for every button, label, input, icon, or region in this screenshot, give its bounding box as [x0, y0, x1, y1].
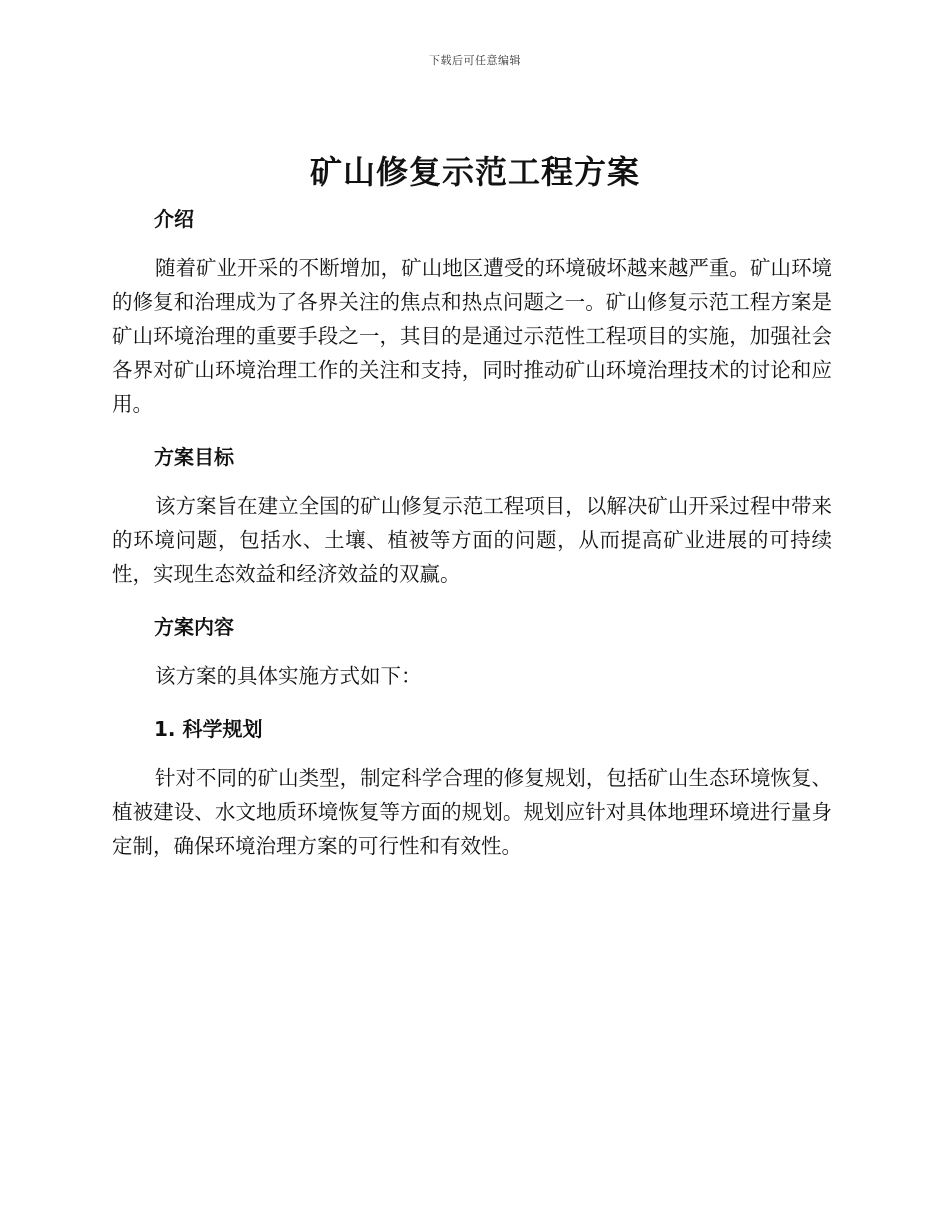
- page-header-note: 下载后可任意编辑: [429, 54, 521, 67]
- section-heading: 1. 科学规划: [154, 717, 263, 741]
- document-title: 矿山修复示范工程方案: [309, 153, 640, 191]
- section-paragraph: 针对不同的矿山类型，制定科学合理的修复规划，包括矿山生态环境恢复、植被建设、水文地质环境恢复等方面的规划。规划应针对具体地理环境进行量身定制，确保环境治理方案的可行性和有效性。: [112, 766, 832, 858]
- section-paragraph: 该方案的具体实施方式如下：: [155, 664, 422, 688]
- section-heading: 方案内容: [154, 615, 234, 639]
- section-introduction: [112, 199, 832, 421]
- section-paragraph: 该方案旨在建立全国的矿山修复示范工程项目，以解决矿山开采过程中带来的环境问题，包括水、土壤、植被等方面的问题，从而提高矿业进展的可持续性，实现生态效益和经济效益的双赢。: [112, 494, 832, 586]
- section-scientific-planning: [112, 709, 832, 863]
- section-goals: [112, 437, 832, 591]
- section-heading: 方案目标: [154, 445, 234, 469]
- document-body: [112, 199, 832, 863]
- section-heading: 介绍: [154, 207, 194, 231]
- section-content: [112, 607, 832, 693]
- section-paragraph: 随着矿业开采的不断增加，矿山地区遭受的环境破坏越来越严重。矿山环境的修复和治理成为了各界关注的焦点和热点问题之一。矿山修复示范工程方案是矿山环境治理的重要手段之一，其目的是通过示范性工程项目的实施，加强社会各界对矿山环境治理工作的关注和支持，同时推动矿山环境治理技术的讨论和应用。: [112, 256, 832, 416]
